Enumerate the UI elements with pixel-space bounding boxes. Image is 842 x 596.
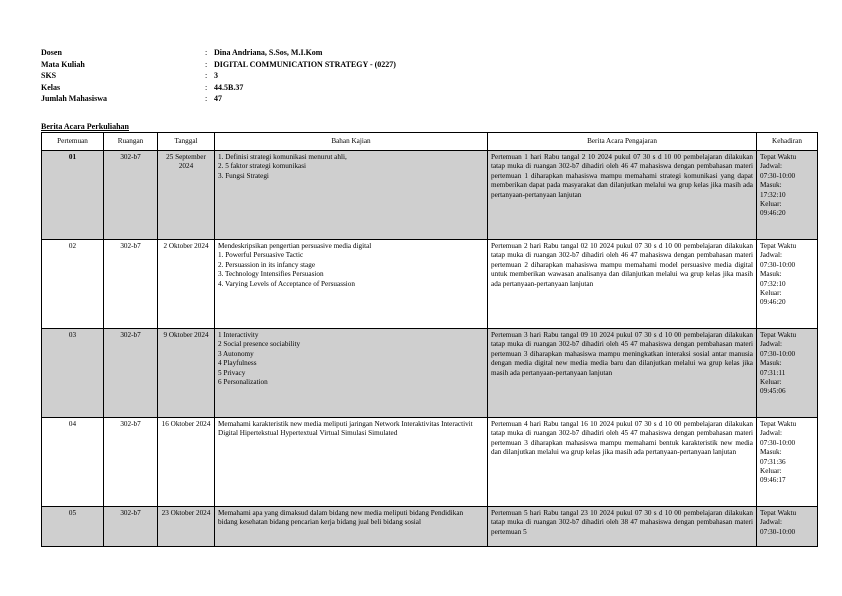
kehadiran-cell (757, 507, 818, 547)
bahan-cell (215, 418, 488, 507)
kehadiran-line: Tepat Waktu (760, 509, 797, 517)
section-title: Berita Acara Perkuliahan (41, 122, 129, 131)
dosen-value: Dina Andriana, S.Sos, M.I.Kom (214, 48, 323, 57)
bahan-cell (215, 329, 488, 418)
sks-row (41, 70, 396, 82)
sks-colon: : (205, 71, 208, 80)
header-berita-acara: Berita Acara Pengajaran (488, 133, 757, 151)
berita-cell: Pertemuan 5 hari Rabu tangal 23 10 2024 pukul 07 30 s d 10 00 pembelajaran dilakukan tatap muka di ruangan 302-b7 dihadiri oleh 38 47 mahasiswa dengan pembahasan materi pertemuan 5 (488, 507, 757, 547)
kehadiran-line: 09:46:20 (760, 298, 786, 307)
kehadiran-line: 09:45:06 (760, 387, 786, 396)
tanggal-cell: 25 September 2024 (158, 151, 215, 240)
kehadiran-line: 07:30-10:00 (760, 527, 796, 536)
header-kehadiran: Kehadiran (757, 133, 818, 151)
bahan-line: 1 Interactivity (218, 331, 259, 339)
bahan-cell (215, 151, 488, 240)
header-bahan-kajian: Bahan Kajian (215, 133, 488, 151)
kehadiran-cell (757, 418, 818, 507)
table-header-row (42, 133, 818, 151)
pertemuan-cell: 03 (42, 329, 104, 418)
bahan-line: 3. Technology Intensifies Persuasion (218, 270, 324, 279)
kehadiran-line: Masuk: (760, 359, 782, 368)
bahan-cell (215, 507, 488, 547)
bahan-line: 2. 5 faktor strategi komunikasi (218, 162, 307, 171)
jumlah-value: 47 (214, 94, 222, 103)
bahan-line: 5 Privacy (218, 368, 246, 377)
kehadiran-line: Tepat Waktu (760, 242, 797, 250)
table-row (42, 240, 818, 329)
bahan-line: Memahami apa yang dimaksud dalam bidang new media meliputi bidang Pendidikan bidang kesehatan bidang pencarian kerja bidang jual beli bidang sosial (218, 509, 464, 527)
berita-acara-table (41, 132, 818, 547)
kehadiran-line: Tepat Waktu (760, 153, 797, 161)
ruangan-cell: 302-b7 (104, 240, 158, 329)
kelas-label: Kelas (41, 82, 61, 92)
kehadiran-line: Masuk: (760, 181, 782, 190)
kehadiran-line: 07:30-10:00 (760, 438, 796, 447)
pertemuan-cell: 02 (42, 240, 104, 329)
bahan-line: 1. Powerful Persuasive Tactic (218, 251, 304, 260)
tanggal-cell: 9 Oktober 2024 (158, 329, 215, 418)
kehadiran-line: Jadwal: (760, 340, 782, 349)
course-info (41, 47, 396, 105)
kehadiran-line: 07:30-10:00 (760, 260, 796, 269)
jumlah-label: Jumlah Mahasiswa (41, 94, 108, 103)
tanggal-cell: 16 Oktober 2024 (158, 418, 215, 507)
header-pertemuan: Pertemuan (42, 133, 104, 151)
dosen-label: Dosen (41, 48, 62, 57)
bahan-line: 2 Social presence sociability (218, 340, 301, 349)
table-row (42, 329, 818, 418)
sks-label: SKS (41, 71, 57, 80)
kehadiran-line: Keluar: (760, 467, 782, 476)
kehadiran-line: Jadwal: (760, 429, 782, 438)
kehadiran-line: 07:30-10:00 (760, 171, 796, 180)
jumlah-row (41, 93, 396, 105)
kehadiran-line: Keluar: (760, 289, 782, 298)
berita-cell: Pertemuan 2 hari Rabu tangal 02 10 2024 pukul 07 30 s d 10 00 pembelajaran dilakukan tatap muka di ruangan 302-b7 dihadiri oleh 46 47 mahasiswa dengan pembahasan materi pertemuan 2 diharapkan mahasiswa mampu memahami model persuasive media digital untuk memberikan wawasan analisanya dan dilanjutkan melalui wa grup kelas jika masih ada pertanyaan-pertanyaan lanjutan (488, 240, 757, 329)
kehadiran-line: Tepat Waktu (760, 331, 797, 339)
kehadiran-line: Masuk: (760, 448, 782, 457)
ruangan-cell: 302-b7 (104, 418, 158, 507)
bahan-line: 3. Fungsi Strategi (218, 171, 269, 180)
bahan-cell (215, 240, 488, 329)
pertemuan-cell: 05 (42, 507, 104, 547)
tanggal-cell: 2 Oktober 2024 (158, 240, 215, 329)
ruangan-cell: 302-b7 (104, 507, 158, 547)
kehadiran-line: Masuk: (760, 270, 782, 279)
ruangan-cell: 302-b7 (104, 151, 158, 240)
bahan-line: 1. Definisi strategi komunikasi menurut ahli, (218, 153, 347, 161)
kelas-row (41, 82, 396, 94)
header-tanggal: Tanggal (158, 133, 215, 151)
bahan-line: 4. Varying Levels of Acceptance of Persuassion (218, 279, 355, 288)
kehadiran-line: 17:32:10 (760, 190, 786, 199)
kehadiran-line: 07:31:11 (760, 368, 786, 377)
ruangan-cell: 302-b7 (104, 329, 158, 418)
table-row (42, 507, 818, 547)
kehadiran-line: Jadwal: (760, 518, 782, 527)
matkul-label: Mata Kuliah (41, 59, 85, 69)
kelas-colon: : (205, 82, 208, 92)
kehadiran-cell (757, 329, 818, 418)
kehadiran-line: Jadwal: (760, 251, 782, 260)
kehadiran-line: 07:30-10:00 (760, 349, 796, 358)
kehadiran-line: Keluar: (760, 378, 782, 387)
jumlah-colon: : (205, 94, 208, 103)
dosen-colon: : (205, 48, 208, 57)
dosen-row (41, 47, 396, 59)
tanggal-cell: 23 Oktober 2024 (158, 507, 215, 547)
berita-cell: Pertemuan 3 hari Rabu tangal 09 10 2024 pukul 07 30 s d 10 00 pembelajaran dilakukan tatap muka di ruangan 302-b7 dihadiri oleh 45 47 mahasiswa dengan pembahasan materi pertemuan 3 diharapkan mahasiswa mampu meningkatkan interaksi sosial antar manusia dengan media digital new media media baru dan dilanjutkan melalui wa grup kelas jika masih ada pertanyaan-pertanyaan lanjutan (488, 329, 757, 418)
table-row (42, 418, 818, 507)
kehadiran-line: Jadwal: (760, 162, 782, 171)
berita-cell: Pertemuan 1 hari Rabu tangal 2 10 2024 pukul 07 30 s d 10 00 pembelajaran dilakukan tatap muka di ruangan 302-b7 dihadiri oleh 46 47 mahasiswa dengan pembahasan materi pertemuan 1 diharapkan mahasiswa mampu memahami strategi komunikasi yang dapat memberikan dapat pada masyarakat dan dilanjutkan melalui wa grup kelas jika masih ada pertanyaan-pertanyaan lanjutan (488, 151, 757, 240)
kehadiran-line: 09:46:20 (760, 209, 786, 218)
bahan-line: 3 Autonomy (218, 349, 254, 358)
bahan-line: Memahami karakteristik new media meliputi jaringan Network Interaktivitas Interactivit Digital Hipertekstual Hypertextual Virtual Simulasi Simulated (218, 420, 473, 438)
bahan-line: Mendeskripsikan pengertian persuasive media digital (218, 242, 372, 250)
bahan-line: 2. Persuassion in its infancy stage (218, 260, 316, 269)
kehadiran-line: Keluar: (760, 200, 782, 209)
matkul-colon: : (205, 59, 208, 69)
bahan-line: 6 Personalization (218, 378, 268, 387)
kehadiran-line: Tepat Waktu (760, 420, 797, 428)
berita-cell: Pertemuan 4 hari Rabu tangal 16 10 2024 pukul 07 30 s d 10 00 pembelajaran dilakukan tatap muka di ruangan 302-b7 dihadiri oleh 45 47 mahasiswa dengan pembahasan materi pertemuan 3 diharapkan mahasiswa mampu memahami bentuk karakteristik new media dan dilanjutkan melalui wa grup kelas jika masih ada pertanyaan-pertanyaan lanjutan (488, 418, 757, 507)
matkul-row (41, 59, 396, 71)
pertemuan-cell: 01 (42, 151, 104, 240)
kehadiran-line: 09:46:17 (760, 476, 786, 485)
matkul-value: DIGITAL COMMUNICATION STRATEGY - (0227) (214, 59, 396, 69)
header-ruangan: Ruangan (104, 133, 158, 151)
kehadiran-line: 07:32:10 (760, 279, 786, 288)
kehadiran-line: 07:31:36 (760, 457, 786, 466)
kelas-value: 44.5B.37 (214, 82, 244, 92)
pertemuan-cell: 04 (42, 418, 104, 507)
table-row (42, 151, 818, 240)
kehadiran-cell (757, 151, 818, 240)
sks-value: 3 (214, 71, 218, 80)
bahan-line: 4 Playfulness (218, 359, 257, 368)
kehadiran-cell (757, 240, 818, 329)
